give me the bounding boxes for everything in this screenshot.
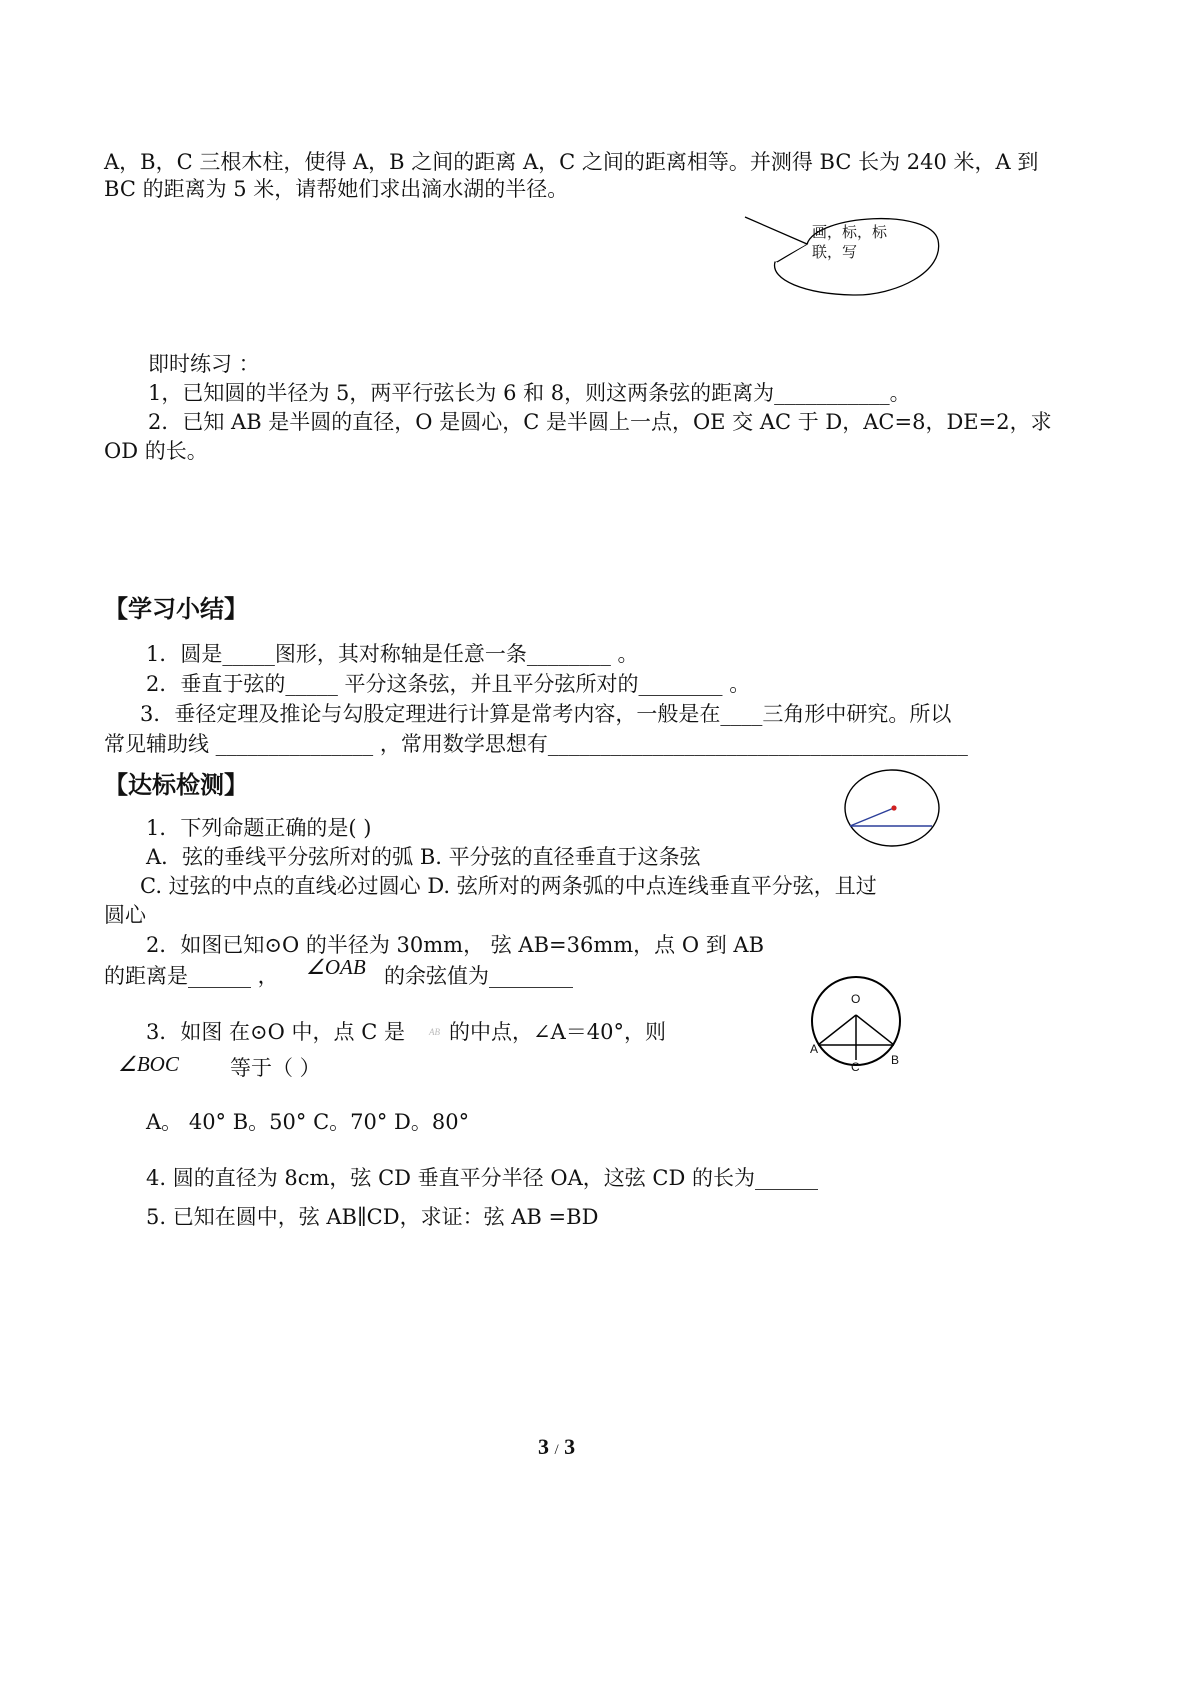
summary-item-1: 1．圆是_____图形，其对称轴是任意一条________ 。 [146, 642, 639, 666]
test-q1: 1．下列命题正确的是( ) [146, 816, 372, 840]
summary-item-3-line-1: 3．垂径定理及推论与勾股定理进行计算是常考内容，一般是在____三角形中研究。所以 [140, 702, 952, 726]
test-q1-options-ab: A．弦的垂线平分弦所对的弧 B. 平分弦的直径垂直于这条弦 [146, 845, 701, 869]
practice-item-2-line-2: OD 的长。 [104, 439, 208, 463]
label-a: A [810, 1042, 819, 1056]
test-q1-options-cd: C. 过弦的中点的直线必过圆心 D. 弦所对的两条弧的中点连线垂直平分弦，且过 [140, 874, 877, 898]
circle-figure-q3 [805, 975, 915, 1075]
label-o: O [851, 992, 861, 1006]
center-point-marker [891, 805, 896, 810]
test-q3-options: A。 40° B。50° C。70° D。80° [146, 1110, 470, 1134]
test-q2-part-1: 的距离是______ ， [104, 964, 279, 988]
test-q4: 4. 圆的直径为 8cm，弦 CD 垂直平分半径 OA，这弦 CD 的长为______ [146, 1166, 818, 1190]
page-number-separator: / [554, 1442, 559, 1458]
angle-oab-expression: ∠OAB [306, 955, 366, 979]
test-heading: 【达标检测】 [104, 771, 248, 799]
practice-item-2-line-1: 2．已知 AB 是半圆的直径，O 是圆心，C 是半圆上一点，OE 交 AC 于 D，AC=8，DE=2，求 [148, 410, 1052, 434]
callout-text-line-1: 画，标，标 [812, 223, 888, 241]
page-number-current: 3 [538, 1434, 549, 1459]
practice-item-1: 1，已知圆的半径为 5，两平行弦长为 6 和 8，则这两条弦的距离为___________。 [148, 381, 911, 405]
problem-text-line-1: A，B，C 三根木柱，使得 A，B 之间的距离 A，C 之间的距离相等。并测得 BC 长为 240 米，A 到 [104, 150, 1039, 174]
arc-ab-expression: AB [429, 1027, 440, 1037]
callout-text-line-2: 联，写 [812, 243, 858, 261]
test-q2-part-2: 的余弦值为________ [384, 964, 573, 988]
angle-boc-expression: ∠BOC [118, 1052, 179, 1076]
test-q3-part-1: 3．如图 在⊙O 中，点 C 是 [146, 1020, 405, 1044]
page-number-total: 3 [564, 1434, 576, 1459]
test-q3-equals: 等于（ ） [230, 1056, 321, 1080]
label-c: C [851, 1060, 860, 1074]
problem-text-line-2: BC 的距离为 5 米，请帮她们求出滴水湖的半径。 [104, 177, 569, 201]
test-q3-part-2: 的中点，∠A＝40°，则 [449, 1020, 666, 1044]
circle-figure-q2 [843, 768, 943, 848]
test-q2-line-1: 2．如图已知⊙O 的半径为 30mm， 弦 AB=36mm，点 O 到 AB [146, 933, 765, 957]
summary-item-2: 2．垂直于弦的_____ 平分这条弦，并且平分弦所对的________ 。 [146, 672, 751, 696]
page-number [538, 1434, 575, 1460]
summary-heading: 【学习小结】 [104, 595, 248, 623]
label-b: B [891, 1053, 900, 1067]
summary-item-3-line-2: 常见辅助线 _______________ ，常用数学思想有________________________________________ [104, 732, 968, 756]
test-q5: 5. 已知在圆中，弦 AB∥CD，求证：弦 AB =BD [146, 1205, 599, 1229]
practice-title: 即时练习 ： [148, 352, 260, 376]
test-q1-options-cd-continued: 圆心 [104, 903, 146, 927]
